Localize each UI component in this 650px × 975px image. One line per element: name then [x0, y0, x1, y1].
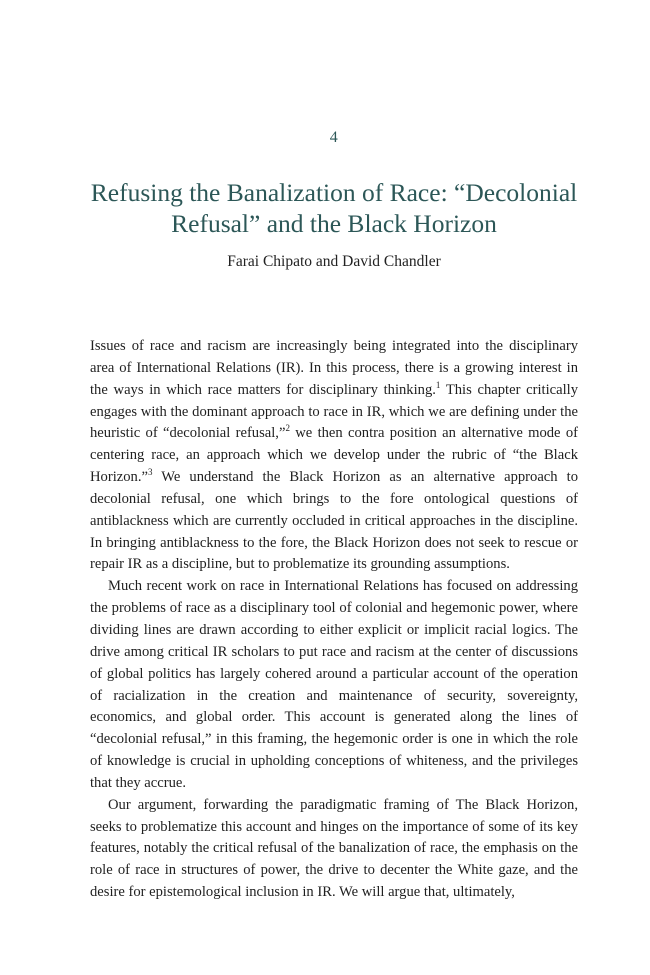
chapter-title: [60, 177, 608, 239]
chapter-title-line-2: Refusal” and the Black Horizon: [171, 209, 497, 238]
paragraph-1: [90, 336, 578, 576]
chapter-title-line-1: Refusing the Banalization of Race: “Decolonial: [90, 178, 578, 207]
paragraph-1-text-a: Issues of race and racism are increasingly being integrated into the disciplinary area of International Relations (IR). In this process, there is a growing interest in the ways in which race matters for disciplinary thinking.: [90, 338, 578, 398]
footnote-ref-3[interactable]: 3: [147, 467, 153, 478]
paragraph-2: Much recent work on race in International Relations has focused on addressing the problems of race as a disciplinary tool of colonial and hegemonic power, where dividing lines are drawn according to either explicit or implicit racial logics. The drive among critical IR scholars to put race and racism at the center of discussions of global politics has largely cohered around a particular account of the operation of racialization in the creation and maintenance of security, sovereignty, economics, and global order. This account is generated along the lines of “decolonial refusal,” in this framing, the hegemonic order is one in which the role of knowledge is crucial in upholding conceptions of whiteness, and the privileges that they accrue.: [90, 578, 578, 791]
paragraph-1-text-b: This chapter critically engages with the dominant approach to race in IR, which we are defining under the heuristic of “decolonial refusal,”: [90, 381, 578, 442]
footnote-ref-1[interactable]: 1: [435, 379, 441, 390]
body-text: [90, 336, 578, 904]
paragraph-3: Our argument, forwarding the paradigmatic framing of The Black Horizon, seeks to problematize this account and hinges on the importance of some of its key features, notably the critical refusal of the banalization of race, the emphasis on the role of race in structures of power, the drive to decenter the White gaze, and the desire for epistemological inclusion in IR. We will argue that, ultimately,: [90, 796, 578, 901]
chapter-number: 4: [329, 129, 339, 146]
footnote-ref-2[interactable]: 2: [285, 423, 290, 434]
paragraph-1-text-d: We understand the Black Horizon as an alternative approach to decolonial refusal, one which brings to the fore ontological questions of antiblackness which are currently occluded in critical approaches in the discipline. In bringing antiblackness to the fore, the Black Horizon does not seek to rescue or repair IR as a discipline, but to problematize its grounding assumptions.: [90, 469, 578, 573]
chapter-authors: Farai Chipato and David Chandler: [227, 253, 441, 270]
paragraph-1-text-c: we then contra position an alternative mode of centering race, an approach which we develop under the rubric of “the Black Horizon.”: [90, 425, 578, 486]
